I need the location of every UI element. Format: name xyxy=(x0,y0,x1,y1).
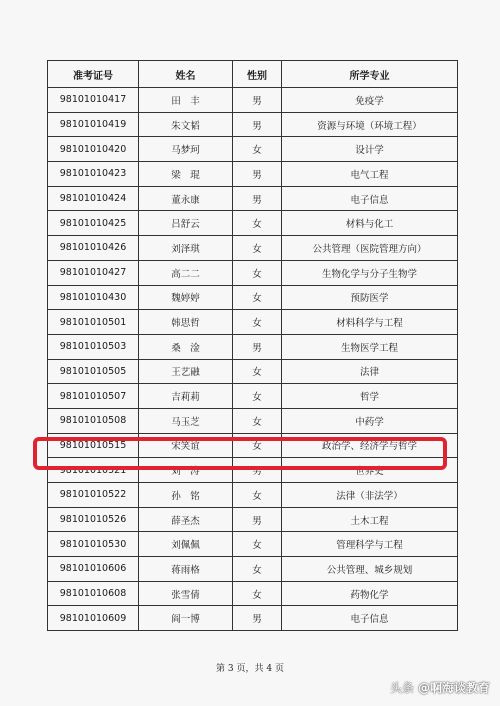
cell-name: 薛圣杰 xyxy=(139,507,233,532)
cell-exam-id: 98101010426 xyxy=(48,236,139,261)
cell-major: 管理科学与工程 xyxy=(282,532,458,557)
cell-major: 政治学、经济学与哲学 xyxy=(282,433,458,458)
cell-name: 宋笑谊 xyxy=(139,433,233,458)
cell-exam-id: 98101010530 xyxy=(48,532,139,557)
cell-name: 吉莉莉 xyxy=(139,384,233,409)
cell-exam-id: 98101010609 xyxy=(48,606,139,631)
table-row xyxy=(48,186,458,211)
cell-name: 高二二 xyxy=(139,260,233,285)
cell-exam-id: 98101010419 xyxy=(48,112,139,137)
cell-name: 张雪倩 xyxy=(139,581,233,606)
cell-major: 哲学 xyxy=(282,384,458,409)
cell-exam-id: 98101010522 xyxy=(48,483,139,508)
cell-name: 吕舒云 xyxy=(139,211,233,236)
cell-exam-id: 98101010423 xyxy=(48,162,139,187)
cell-major: 材料科学与工程 xyxy=(282,310,458,335)
table-row xyxy=(48,162,458,187)
cell-gender: 女 xyxy=(233,532,282,557)
cell-name: 朱文韬 xyxy=(139,112,233,137)
cell-major: 法律 xyxy=(282,359,458,384)
cell-gender: 女 xyxy=(233,384,282,409)
cell-name: 马玉芝 xyxy=(139,408,233,433)
cell-gender: 男 xyxy=(233,507,282,532)
cell-major: 法律（非法学） xyxy=(282,483,458,508)
cell-name: 马梦珂 xyxy=(139,137,233,162)
header-major: 所学专业 xyxy=(282,61,458,88)
cell-major: 资源与环境（环境工程） xyxy=(282,112,458,137)
table-row xyxy=(48,384,458,409)
cell-gender: 女 xyxy=(233,581,282,606)
cell-major: 电子信息 xyxy=(282,186,458,211)
cell-gender: 女 xyxy=(233,557,282,582)
cell-name: 韩思哲 xyxy=(139,310,233,335)
cell-major: 电子信息 xyxy=(282,606,458,631)
cell-gender: 男 xyxy=(233,112,282,137)
cell-name: 孙 铭 xyxy=(139,483,233,508)
cell-name: 董永康 xyxy=(139,186,233,211)
header-gender: 性别 xyxy=(233,61,282,88)
table-row xyxy=(48,310,458,335)
table-row xyxy=(48,458,458,483)
cell-major: 生物化学与分子生物学 xyxy=(282,260,458,285)
cell-exam-id: 98101010501 xyxy=(48,310,139,335)
header-name: 姓名 xyxy=(139,61,233,88)
cell-exam-id: 98101010430 xyxy=(48,285,139,310)
cell-major: 材料与化工 xyxy=(282,211,458,236)
cell-exam-id: 98101010420 xyxy=(48,137,139,162)
table-row xyxy=(48,507,458,532)
table-row xyxy=(48,236,458,261)
cell-name: 刘佩佩 xyxy=(139,532,233,557)
cell-exam-id: 98101010508 xyxy=(48,408,139,433)
watermark-platform: 头条 xyxy=(389,681,414,695)
cell-exam-id: 98101010507 xyxy=(48,384,139,409)
cell-major: 中药学 xyxy=(282,408,458,433)
cell-major: 土木工程 xyxy=(282,507,458,532)
cell-major: 公共管理（医院管理方向） xyxy=(282,236,458,261)
cell-exam-id: 98101010425 xyxy=(48,211,139,236)
cell-major: 药物化学 xyxy=(282,581,458,606)
cell-name: 桑 淦 xyxy=(139,334,233,359)
cell-name: 田 丰 xyxy=(139,88,233,113)
cell-major: 世界史 xyxy=(282,458,458,483)
cell-exam-id: 98101010503 xyxy=(48,334,139,359)
cell-name: 阎一博 xyxy=(139,606,233,631)
watermark xyxy=(390,679,490,696)
table-body xyxy=(48,88,458,631)
cell-gender: 女 xyxy=(233,433,282,458)
cell-gender: 女 xyxy=(233,310,282,335)
table-row xyxy=(48,137,458,162)
cell-gender: 男 xyxy=(233,162,282,187)
cell-major: 公共管理、城乡规划 xyxy=(282,557,458,582)
table-row xyxy=(48,285,458,310)
cell-gender: 女 xyxy=(233,260,282,285)
cell-gender: 男 xyxy=(233,334,282,359)
header-exam-id: 准考证号 xyxy=(48,61,139,88)
cell-major: 设计学 xyxy=(282,137,458,162)
table-row xyxy=(48,581,458,606)
cell-exam-id: 98101010515 xyxy=(48,433,139,458)
cell-exam-id: 98101010424 xyxy=(48,186,139,211)
table-row xyxy=(48,359,458,384)
admission-roster-table xyxy=(47,60,458,631)
table-row xyxy=(48,433,458,458)
table-row xyxy=(48,408,458,433)
cell-name: 刘泽琪 xyxy=(139,236,233,261)
cell-gender: 女 xyxy=(233,483,282,508)
cell-exam-id: 98101010606 xyxy=(48,557,139,582)
cell-gender: 女 xyxy=(233,236,282,261)
cell-name: 魏婷婷 xyxy=(139,285,233,310)
page-footer: 第 3 页，共 4 页 xyxy=(216,664,284,674)
table-row xyxy=(48,532,458,557)
table-row xyxy=(48,88,458,113)
cell-gender: 男 xyxy=(233,88,282,113)
table-row xyxy=(48,483,458,508)
table-row xyxy=(48,112,458,137)
table-row xyxy=(48,211,458,236)
cell-gender: 男 xyxy=(233,186,282,211)
cell-gender: 女 xyxy=(233,359,282,384)
cell-exam-id: 98101010505 xyxy=(48,359,139,384)
cell-major: 免疫学 xyxy=(282,88,458,113)
cell-exam-id: 98101010521 xyxy=(48,458,139,483)
cell-exam-id: 98101010417 xyxy=(48,88,139,113)
cell-major: 电气工程 xyxy=(282,162,458,187)
cell-gender: 女 xyxy=(233,211,282,236)
cell-gender: 女 xyxy=(233,137,282,162)
cell-exam-id: 98101010526 xyxy=(48,507,139,532)
cell-name: 梁 琨 xyxy=(139,162,233,187)
table-row xyxy=(48,260,458,285)
table-row xyxy=(48,334,458,359)
cell-name: 王艺融 xyxy=(139,359,233,384)
cell-name: 刘 涛 xyxy=(139,458,233,483)
cell-exam-id: 98101010608 xyxy=(48,581,139,606)
cell-gender: 女 xyxy=(233,285,282,310)
cell-gender: 男 xyxy=(233,606,282,631)
cell-gender: 男 xyxy=(233,458,282,483)
cell-name: 蒋雨格 xyxy=(139,557,233,582)
cell-exam-id: 98101010427 xyxy=(48,260,139,285)
cell-gender: 女 xyxy=(233,408,282,433)
table-header-row xyxy=(48,61,458,88)
cell-major: 生物医学工程 xyxy=(282,334,458,359)
cell-major: 预防医学 xyxy=(282,285,458,310)
table-row xyxy=(48,606,458,631)
watermark-account: @啊海谈教育 xyxy=(417,681,490,695)
table-row xyxy=(48,557,458,582)
